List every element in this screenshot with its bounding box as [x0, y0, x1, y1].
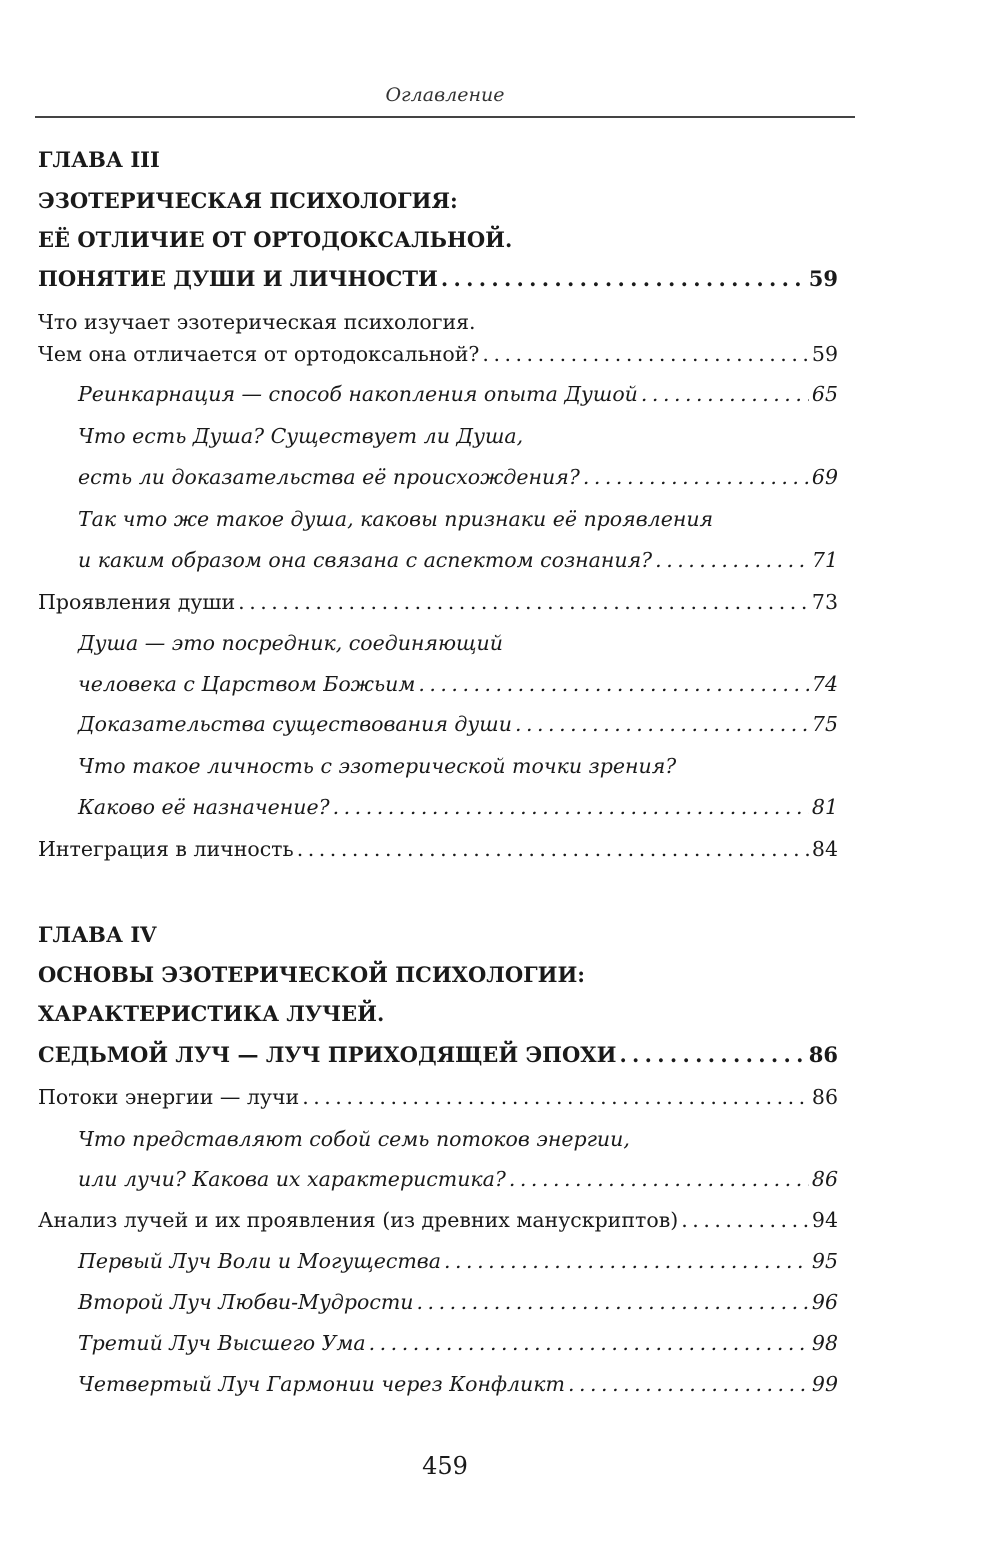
- chapter-heading-line: [38, 225, 838, 255]
- entry-title: Что представляют собой семь потоков энергии,: [78, 1127, 630, 1151]
- entry-title: есть ли доказательства её происхождения?: [78, 465, 580, 489]
- entry-title: Что изучает эзотерическая психология.: [38, 310, 476, 334]
- entry-title: или лучи? Какова их характеристика?: [78, 1167, 506, 1191]
- toc-entry: [78, 545, 838, 575]
- dot-leader: [369, 1328, 809, 1358]
- toc-entry: [78, 709, 838, 739]
- toc-entry: [38, 834, 838, 864]
- chapter-heading-line: [38, 999, 838, 1029]
- entry-page-number: 95: [811, 1249, 838, 1273]
- toc-entry: [78, 792, 838, 822]
- dot-leader: [444, 1246, 809, 1276]
- entry-title: ЕЁ ОТЛИЧИЕ ОТ ОРТОДОКСАЛЬНОЙ.: [38, 227, 513, 252]
- toc-entry: [78, 1287, 838, 1317]
- chapter-heading-line: [38, 145, 838, 175]
- entry-title: Доказательства существования души: [78, 712, 512, 736]
- toc-entry: [78, 628, 838, 658]
- dot-leader: [655, 545, 809, 575]
- entry-title: Анализ лучей и их проявления (из древних манускриптов): [38, 1208, 679, 1232]
- toc-entry: [78, 1124, 838, 1154]
- dot-leader: [641, 379, 809, 409]
- header-rule: [35, 116, 855, 118]
- toc-entry: [78, 462, 838, 492]
- entry-title: Проявления души: [38, 590, 236, 614]
- dot-leader: [441, 264, 806, 294]
- running-header: Оглавление: [385, 84, 505, 106]
- dot-leader: [482, 339, 809, 369]
- entry-page-number: 65: [811, 382, 838, 406]
- entry-title: Каково её назначение?: [78, 795, 330, 819]
- entry-page-number: 81: [811, 795, 838, 819]
- dot-leader: [509, 1164, 809, 1194]
- entry-title: ГЛАВА IV: [38, 922, 157, 947]
- entry-page-number: 84: [811, 837, 838, 861]
- dot-leader: [619, 1040, 805, 1070]
- dot-leader: [568, 1369, 809, 1399]
- entry-title: ГЛАВА III: [38, 147, 160, 172]
- entry-title: Потоки энергии — лучи: [38, 1085, 300, 1109]
- dot-leader: [238, 587, 809, 617]
- entry-page-number: 96: [811, 1290, 838, 1314]
- entry-page-number: 73: [811, 590, 838, 614]
- toc-entry: [38, 1205, 838, 1235]
- entry-page-number: 69: [811, 465, 838, 489]
- dot-leader: [418, 669, 809, 699]
- entry-page-number: 94: [811, 1208, 838, 1232]
- dot-leader: [297, 834, 809, 864]
- page-number: 459: [422, 1452, 468, 1480]
- entry-title: Что есть Душа? Существует ли Душа,: [78, 424, 524, 448]
- toc-entry: [78, 1164, 838, 1194]
- entry-page-number: 86: [811, 1085, 838, 1109]
- toc-entry: [38, 1082, 838, 1112]
- entry-page-number: 86: [811, 1167, 838, 1191]
- chapter-heading-line: [38, 264, 838, 294]
- entry-title: Третий Луч Высшего Ума: [78, 1331, 366, 1355]
- entry-title: Интеграция в личность: [38, 837, 294, 861]
- toc-entry: [38, 339, 838, 369]
- toc-entry: [38, 307, 838, 337]
- entry-page-number: 59: [808, 266, 838, 291]
- chapter-heading-line: [38, 186, 838, 216]
- entry-title: Душа — это посредник, соединяющий: [78, 631, 503, 655]
- dot-leader: [333, 792, 809, 822]
- entry-title: Чем она отличается от ортодоксальной?: [38, 342, 480, 366]
- entry-page-number: 71: [811, 548, 838, 572]
- entry-page-number: 86: [808, 1042, 838, 1067]
- dot-leader: [515, 709, 809, 739]
- entry-page-number: 98: [811, 1331, 838, 1355]
- entry-title: ПОНЯТИЕ ДУШИ И ЛИЧНОСТИ: [38, 266, 438, 291]
- chapter-heading-line: [38, 960, 838, 990]
- toc-entry: [78, 1328, 838, 1358]
- dot-leader: [681, 1205, 809, 1235]
- dot-leader: [417, 1287, 809, 1317]
- entry-title: ОСНОВЫ ЭЗОТЕРИЧЕСКОЙ ПСИХОЛОГИИ:: [38, 962, 586, 987]
- toc-entry: [78, 379, 838, 409]
- toc-entry: [78, 421, 838, 451]
- entry-title: и каким образом она связана с аспектом сознания?: [78, 548, 653, 572]
- entry-title: Первый Луч Воли и Могущества: [78, 1249, 441, 1273]
- toc-entry: [78, 669, 838, 699]
- entry-title: человека с Царством Божьим: [78, 672, 416, 696]
- dot-leader: [302, 1082, 809, 1112]
- chapter-heading-line: [38, 920, 838, 950]
- toc-entry: [78, 751, 838, 781]
- dot-leader: [583, 462, 809, 492]
- entry-title: Реинкарнация — способ накопления опыта Душой: [78, 382, 638, 406]
- toc-entry: [78, 504, 838, 534]
- entry-title: ЭЗОТЕРИЧЕСКАЯ ПСИХОЛОГИЯ:: [38, 188, 458, 213]
- toc-entry: [38, 587, 838, 617]
- chapter-heading-line: [38, 1040, 838, 1070]
- entry-page-number: 59: [811, 342, 838, 366]
- entry-page-number: 99: [811, 1372, 838, 1396]
- toc-entry: [78, 1369, 838, 1399]
- entry-title: Что такое личность с эзотерической точки зрения?: [78, 754, 677, 778]
- entry-page-number: 74: [811, 672, 838, 696]
- entry-title: Так что же такое душа, каковы признаки её проявления: [78, 507, 714, 531]
- entry-page-number: 75: [811, 712, 838, 736]
- entry-title: СЕДЬМОЙ ЛУЧ — ЛУЧ ПРИХОДЯЩЕЙ ЭПОХИ: [38, 1042, 617, 1067]
- entry-title: Четвертый Луч Гармонии через Конфликт: [78, 1372, 565, 1396]
- entry-title: ХАРАКТЕРИСТИКА ЛУЧЕЙ.: [38, 1001, 385, 1026]
- entry-title: Второй Луч Любви-Мудрости: [78, 1290, 414, 1314]
- toc-entry: [78, 1246, 838, 1276]
